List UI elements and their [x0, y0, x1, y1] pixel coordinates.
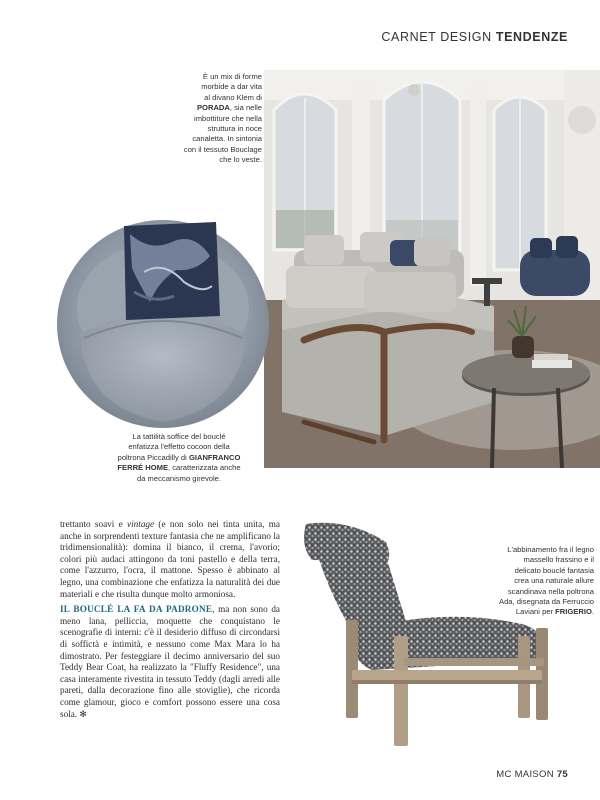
caption-line: È un mix di forme: [202, 72, 262, 81]
caption-line: Ada, disegnata da Ferruccio: [499, 597, 594, 607]
room-photo: [264, 70, 600, 468]
section-header: [381, 30, 568, 44]
caption-brand: PORADA: [196, 103, 230, 113]
article-text: , ma non sono da meno lana, pelliccia, moquette che conquistano le scenografie di interni: c'è il desiderio diffuso di circondarsi di soffictà e intimità, e nessuno come Max Mara lo ha dimostrato. Per festeggiare il decimo anniversario del suo Teddy Bear Coat, ha realizzato la "Fluffy Residence", una casa interamente rivestita in tessuto Teddy (dagli arredi alle pareti, dalla decorazione fino alle stoviglie), che ricorda come glamour, gioco e comfort possono essere una cosa sola.: [60, 604, 280, 719]
article-text: (e non solo nei tinta unita, ma anche in sorprendenti texture fantasia che ne amplificano la tridimensionalità): domina il bianco, il crema, l'avorio; colori più audaci attingono da toni pastello e della terra, come l'azzurro, l'ocra, il mattone. Spesso è abbinato al legno, una combinazione che enfatizza la naturalità dei due materiali e che risulta dunque molto armoniosa.: [60, 519, 280, 599]
caption-brand: FRIGERIO: [555, 607, 592, 617]
end-mark-icon: ✻: [79, 708, 88, 719]
caption-brand: FERRÉ HOME: [117, 463, 169, 473]
caption-line: imbottiture che nella: [194, 113, 262, 123]
armchair-illustration: [54, 212, 272, 432]
caption-line: struttura in noce: [207, 124, 262, 134]
article-subhead: IL BOUCLÉ LA FA DA PADRONE: [60, 604, 213, 615]
caption-line: con il tessuto Bouclage: [183, 144, 262, 154]
caption-line: da meccanismo girevole.: [137, 473, 221, 483]
caption-line: crea una naturale allure: [514, 576, 594, 586]
section-topic: TENDENZE: [495, 30, 568, 44]
caption-line: delicato bouclé fantasia: [514, 565, 594, 575]
caption-line: , caratterizzata anche: [168, 463, 241, 473]
article-body: [60, 519, 280, 724]
page-number: 75: [556, 769, 568, 780]
article-paragraph: [60, 604, 280, 720]
caption-line: .: [591, 607, 594, 617]
caption-line: morbide a dar vita: [201, 82, 262, 92]
section-label: CARNET DESIGN: [381, 30, 492, 44]
caption-line: al divano Klem di: [204, 92, 262, 102]
article-paragraph: [60, 519, 280, 600]
caption-brand: GIANFRANCO: [188, 452, 241, 462]
caption-line: , sia nelle: [229, 103, 262, 113]
page-footer: [496, 769, 568, 780]
caption-line: L'abbinamento fra il legno: [507, 545, 594, 554]
living-room-illustration: [264, 70, 600, 468]
article-italic: vintage: [127, 519, 155, 529]
caption-frigerio: [452, 545, 594, 618]
article-text: trettanto soavi e: [60, 519, 128, 529]
magazine-name: MC MAISON: [496, 769, 554, 780]
caption-line: La tattilità soffice del bouclé: [132, 432, 226, 441]
caption-line: poltrona Piccadilly di: [117, 452, 189, 462]
caption-line: canaletta. In sintonia: [192, 134, 262, 144]
caption-line: che lo veste.: [219, 155, 262, 165]
caption-line: scandinava nella poltrona: [507, 586, 594, 596]
caption-line: enfatizza l'effetto cocoon della: [128, 442, 230, 452]
caption-porada: [168, 72, 262, 166]
caption-line: massello frassino e il: [523, 555, 594, 565]
caption-line: Laviani per: [515, 607, 556, 617]
armchair-photo: [54, 212, 272, 432]
caption-gianfranco: [104, 432, 254, 484]
